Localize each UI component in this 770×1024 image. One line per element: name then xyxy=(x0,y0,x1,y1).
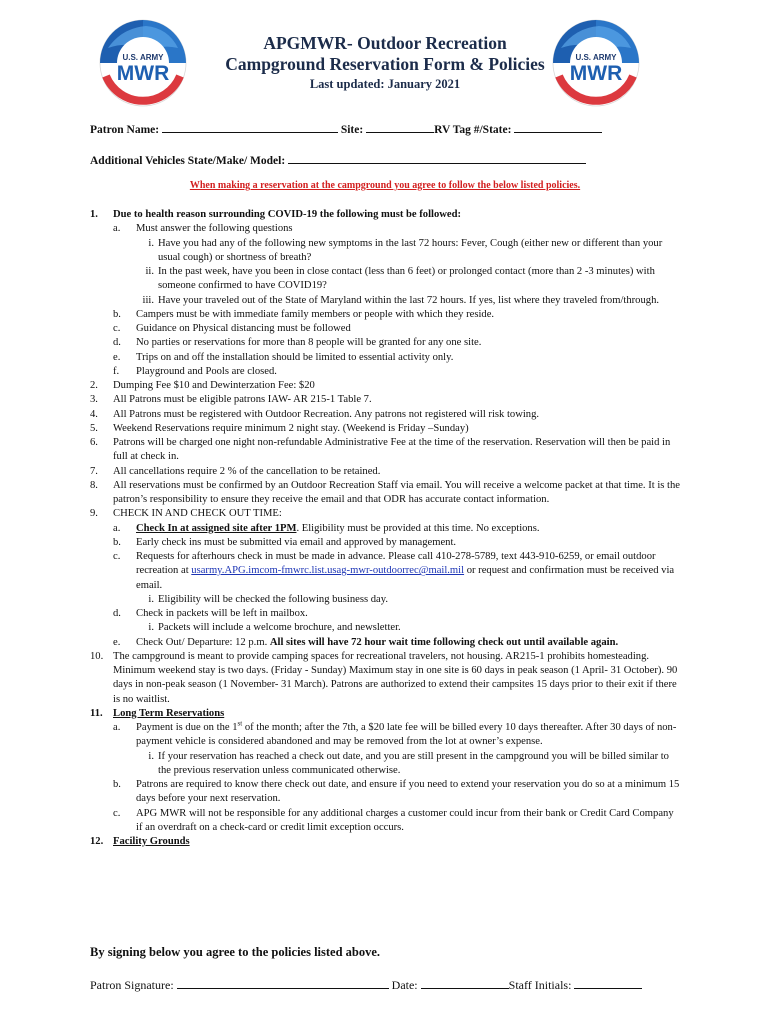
svg-text:U.S. ARMY: U.S. ARMY xyxy=(122,53,164,62)
policy-item-9d-i: i. Packets will include a welcome brochure, and newsletter. xyxy=(148,622,401,634)
rv-tag-label: RV Tag #/State: xyxy=(434,124,512,136)
svg-text:U.S. ARMY: U.S. ARMY xyxy=(575,53,617,62)
policy-list xyxy=(90,208,680,849)
signature-heading: By signing below you agree to the policies listed above. xyxy=(90,945,381,959)
policy-item-1a-ii: ii. In the past week, have you been in close contact (less than 6 feet) or prolonged contact (more than 2 -3 minutes) with someone confirmed to have COVID19? xyxy=(145,266,655,292)
form-header xyxy=(0,33,770,92)
title-line-1: APGMWR- Outdoor Recreation xyxy=(263,33,507,53)
policy-item-1a: a. Must answer the following questions xyxy=(113,223,293,235)
policy-item-9c: c. Requests for afterhours check in must be made in advance. Please call 410-278-5789, text 443-910-6259, or email outdoor recreation at usarmy.APG.imcom-fmwrc.list.usag-mwr-outdoorrec@mail.mil or request and confirmation must be received via email. xyxy=(113,551,675,591)
patron-name-label: Patron Name: xyxy=(90,124,160,136)
title-line-2: Campground Reservation Form & Policies xyxy=(225,54,545,74)
staff-initials-field[interactable] xyxy=(574,977,642,989)
policy-item-4: 4. All Patrons must be registered with Outdoor Recreation. Any patrons not registered will risk towing. xyxy=(90,408,540,420)
additional-vehicles-label: Additional Vehicles State/Make/ Model: xyxy=(90,155,286,167)
policy-item-9d: d. Check in packets will be left in mailbox. xyxy=(113,608,308,619)
policy-item-8: 8. All reservations must be confirmed by an Outdoor Recreation Staff via email. You will receive a welcome packet at that time. It is the patron’s responsibility to ensure they receive the email and that ODR has accurate contact information. xyxy=(90,479,680,505)
policy-item-5: 5. Weekend Reservations require minimum 2 night stay. (Weekend is Friday –Sunday) xyxy=(90,422,469,434)
policy-item-1a-iii: iii. Have your traveled out of the State of Maryland within the last 72 hours. If yes, list where they traveled from/through. xyxy=(142,294,660,306)
policy-item-1e: e. Trips on and off the installation should be limited to essential activity only. xyxy=(113,351,454,363)
policy-item-6: 6. Patrons will be charged one night non-refundable Administrative Fee at the time of the reservation. Reservation will then be paid in full at check in. xyxy=(90,437,671,463)
policy-item-1f: f. Playground and Pools are closed. xyxy=(113,365,277,377)
date-label: Date: xyxy=(391,978,418,992)
policy-item-9e: e. Check Out/ Departure: 12 p.m. All sites will have 72 hour wait time following check out until available again. xyxy=(113,636,619,648)
last-updated: Last updated: January 2021 xyxy=(309,77,461,91)
policy-item-1: 1. Due to health reason surrounding COVID-19 the following must be followed: xyxy=(90,209,462,220)
additional-vehicles-field[interactable] xyxy=(288,152,586,164)
policy-item-11b: b. Patrons are required to know there check out date, and ensure if you need to extend your reservation you do so at a minimum 15 days before your next reservation. xyxy=(113,779,680,805)
patron-signature-field[interactable] xyxy=(177,977,389,989)
policy-item-11a-i: i. If your reservation has reached a check out date, and you are still present in the campground you will be billed similar to the previous reservation unless communicated otherwise. xyxy=(148,750,669,776)
policy-item-10: 10. The campground is meant to provide camping spaces for recreational travelers, not housing. AR215-1 prohibits homesteading. Minimum weekend stay is two days. (Friday - Sunday) Maximum stay in one site is 60 days in peak season (1 April- 31 October). 90 days in non-peak season (1 November- 31 March). Patrons are authorized to extend their campsites 15 days prior to their exit if there is no waitlist. xyxy=(90,650,678,705)
policy-item-9b: b. Early check ins must be submitted via email and approved by management. xyxy=(113,536,457,548)
patron-name-field[interactable] xyxy=(162,121,338,133)
policy-item-3: 3. All Patrons must be eligible patrons IAW- AR 215-1 Table 7. xyxy=(90,394,372,406)
policy-item-11c: c. APG MWR will not be responsible for any additional charges a customer could incur from their bank or Credit Card Company if an overdraft on a check-card or credit limit exception occurs. xyxy=(113,807,674,833)
policy-item-1d: d. No parties or reservations for more than 8 people will be granted for any one site. xyxy=(113,337,482,349)
policy-item-1a-i: i. Have you had any of the following new symptoms in the last 72 hours: Fever, Cough (either new or different than your usual cough) or shortness of breath? xyxy=(148,237,663,263)
policy-item-1c: c. Guidance on Physical distancing must be followed xyxy=(113,323,351,334)
date-field[interactable] xyxy=(421,977,509,989)
rv-tag-field[interactable] xyxy=(514,121,602,133)
patron-signature-label: Patron Signature: xyxy=(90,978,174,992)
signature-line xyxy=(90,977,642,993)
policy-item-9a: a. Check In at assigned site after 1PM. Eligibility must be provided at this time. No exceptions. xyxy=(113,522,540,534)
policy-item-9c-i: i. Eligibility will be checked the following business day. xyxy=(148,593,388,605)
policy-item-2: 2. Dumping Fee $10 and Dewinterzation Fee: $20 xyxy=(90,380,315,391)
policy-item-11: 11. Long Term Reservations xyxy=(90,707,225,719)
odr-email-link[interactable]: usarmy.APG.imcom-fmwrc.list.usag-mwr-outdoorrec@mail.mil xyxy=(191,565,465,577)
policy-item-1b: b. Campers must be with immediate family members or people with which they reside. xyxy=(113,308,495,320)
policy-item-12: 12. Facility Grounds xyxy=(90,836,190,847)
svg-text:MWR: MWR xyxy=(116,62,170,85)
site-field[interactable] xyxy=(366,121,434,133)
patron-info-line xyxy=(90,121,602,136)
vehicles-line xyxy=(90,152,586,167)
staff-initials-label: Staff Initials: xyxy=(508,978,572,992)
svg-text:MWR: MWR xyxy=(569,62,623,85)
policy-item-7: 7. All cancellations require 2 % of the cancellation to be retained. xyxy=(90,465,381,477)
site-label: Site: xyxy=(340,124,364,136)
policy-notice: When making a reservation at the campground you agree to follow the below listed policies. xyxy=(189,180,581,191)
policy-item-9: 9. CHECK IN AND CHECK OUT TIME: xyxy=(90,508,282,520)
policy-item-11a: a. Payment is due on the 1st of the month; after the 7th, a $20 late fee will be billed every 10 days thereafter. After 30 days of non-payment vehicle is considered abandoned and may be removed from the lot at owner’s expense. xyxy=(113,719,677,748)
